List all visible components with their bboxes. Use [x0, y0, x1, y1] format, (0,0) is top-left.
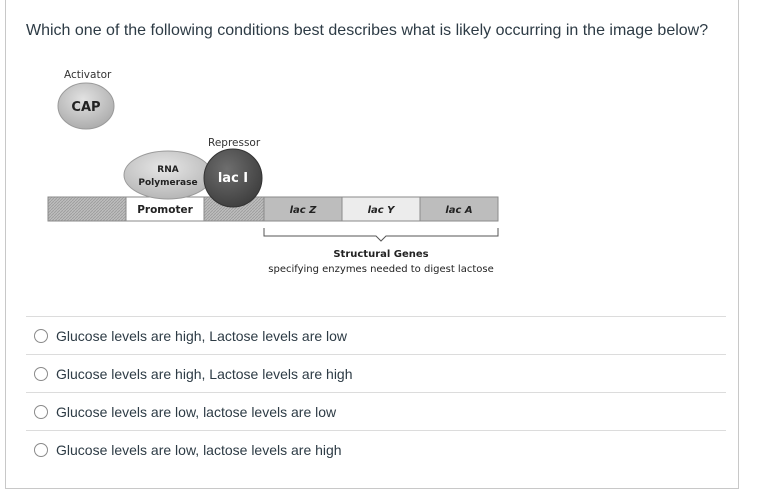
lac-i-label: lac I	[217, 171, 249, 186]
promoter-label: Promoter	[137, 204, 193, 216]
answer-option-label: Glucose levels are high, Lactose levels are high	[56, 365, 353, 382]
answer-option-2[interactable]	[26, 354, 726, 392]
gene-lac-a-label: lac A	[445, 205, 473, 216]
answer-option-3[interactable]	[26, 392, 726, 430]
radio-button[interactable]	[34, 443, 48, 457]
rna-polymerase-label-line1: RNA	[157, 165, 179, 175]
activator-label: Activator	[64, 69, 112, 81]
repressor-label: Repressor	[208, 137, 261, 149]
answer-option-label: Glucose levels are low, lactose levels are low	[56, 403, 337, 420]
answer-options	[26, 316, 726, 468]
lac-operon-diagram	[42, 60, 512, 290]
rna-polymerase	[124, 151, 212, 199]
radio-button[interactable]	[34, 405, 48, 419]
radio-button[interactable]	[34, 329, 48, 343]
cap-label: CAP	[71, 100, 101, 115]
question-text: Which one of the following conditions best describes what is likely occurring in the image below?	[26, 22, 709, 39]
structural-genes-bracket	[264, 228, 498, 241]
gene-lac-z-label: lac Z	[289, 205, 317, 216]
gene-lac-y-label: lac Y	[367, 205, 395, 216]
answer-option-1[interactable]	[26, 316, 726, 354]
answer-option-label: Glucose levels are high, Lactose levels are low	[56, 327, 348, 344]
structural-genes-title: Structural Genes	[333, 249, 429, 260]
rna-polymerase-label-line2: Polymerase	[138, 178, 198, 188]
answer-option-4[interactable]	[26, 430, 726, 468]
question-card	[5, 0, 739, 489]
structural-genes-subtitle: specifying enzymes needed to digest lactose	[268, 264, 494, 275]
answer-option-label: Glucose levels are low, lactose levels are high	[56, 441, 342, 458]
lac-operon-figure	[42, 60, 512, 290]
radio-button[interactable]	[34, 367, 48, 381]
